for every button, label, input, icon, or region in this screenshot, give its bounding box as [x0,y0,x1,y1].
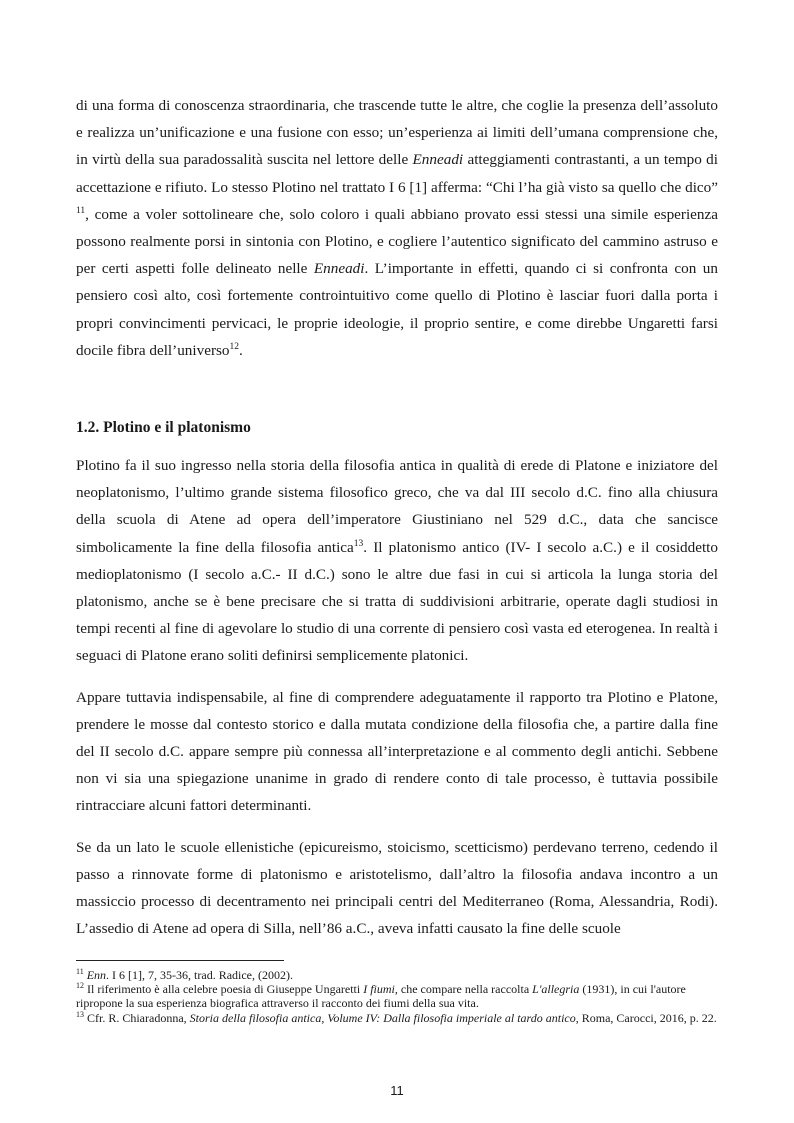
footnote-text: , che compare nella raccolta [394,982,533,997]
paragraph-1-text-e: . [239,341,243,359]
section-heading: 1.2. Plotino e il platonismo [76,419,251,437]
paragraph-1-text-c: , come a voler sottolineare che, solo coloro i quali abbiano provato essi stessi una simile esperienza possono realmente porsi in sintonia con Plotino, e cogliere l’autentico significato del cammino astruso e per certi aspetti folle delineato nelle [76,205,718,278]
footnote-ref-11[interactable]: 11 [76,205,86,216]
footnote-ref-12[interactable]: 12 [229,341,240,352]
footnote-13 [76,1011,718,1025]
footnote-ref-13[interactable]: 13 [353,538,364,549]
footnote-11 [76,968,718,982]
page-body [76,92,718,956]
footnote-text: . I 6 [1], 7, 35-36, trad. Radice, (2002). [106,968,293,982]
footnote-italic: I fiumi [363,982,395,997]
footnotes-section [76,960,718,1025]
footnote-12 [76,982,718,1010]
footnote-number: 11 [76,967,84,976]
footnote-italic: L'allegria [532,982,580,997]
paragraph-4: Se da un lato le scuole ellenistiche (epicureismo, stoicismo, scetticismo) perdevano terreno, cedendo il passo a rinnovate forme di platonismo e aristotelismo, dall’altro la filosofia andava incontro a un massiccio processo di decentramento nei principali centri del Mediterraneo (Roma, Alessandria, Rodi). L’assedio di Atene ad opera di Silla, nell’86 a.C., aveva infatti causato la fine delle scuole [76,838,718,938]
page-number: 11 [390,1083,404,1098]
footnote-italic: Enn [86,968,107,982]
footnote-number: 13 [76,1009,84,1019]
footnote-number: 12 [76,981,84,991]
footnote-text: Il riferimento è alla celebre poesia di Giuseppe Ungaretti [87,982,364,997]
footnote-divider [76,960,284,961]
paragraph-1-text-a: di una forma di conoscenza straordinaria, che trascende tutte le altre, che coglie la presenza dell’assoluto e realizza un’unificazione e una fusione con esso; un’esperienza ai limiti dell’umana comprensione che, in virtù della sua paradossalità suscita nel lettore delle [76,97,718,169]
footnote-text: , Roma, Carocci, 2016, p. 22. [575,1010,717,1025]
paragraph-1 [76,92,718,364]
paragraph-2 [76,452,718,670]
paragraph-2-text-b: . Il platonismo antico (IV- I secolo a.C.) e il cosiddetto medioplatonismo (I secolo a.C.- II d.C.) sono le altre due fasi in cui si articola la lunga storia del platonismo, anche se è bene precisare che si tratta di suddivisioni arbitrarie, operate dagli studiosi in tempi recenti al fine di agevolare lo studio di una corrente di pensiero così vasta ed eterogenea. In realtà i seguaci di Platone erano soliti definirsi semplicemente platonici. [76,538,718,665]
paragraph-1-italic-enneadi-1: Enneadi [412,151,464,169]
paragraph-3: Appare tuttavia indispensabile, al fine di comprendere adeguatamente il rapporto tra Plotino e Platone, prendere le mosse dal contesto storico e dalla mutata condizione della filosofia che, a partire dalla fine del II secolo d.C. appare sempre più connessa all’interpretazione e al commento degli antichi. Sebbene non vi sia una spiegazione unanime in grado di rendere conto di tale processo, è tuttavia possibile rintracciare alcuni fattori determinanti. [76,688,718,815]
paragraph-1-italic-enneadi-2: Enneadi [313,260,365,278]
paragraph-2-text-a: Plotino fa il suo ingresso nella storia della filosofia antica in qualità di erede di Platone e iniziatore del neoplatonismo, l’ultimo grande sistema filosofico greco, che va dal III secolo d.C. fino alla chiusura della scuola di Atene ad opera dell’imperatore Giustiniano nel 529 d.C., data che sancisce simbolicamente la fine della filosofia antica [76,457,718,556]
paragraph-1-text-d: . L’importante in effetti, quando ci si confronta con un pensiero così alto, così fortemente controintuitivo come quello di Plotino è lasciar fuori dalla porta i propri convincimenti pervicaci, le proprie ideologie, il proprio sentire, e come direbbe Ungaretti farsi docile fibra dell’universo [76,260,718,359]
footnote-text: (1931), in cui l'autore ripropone la sua esperienza biografica attraverso il racconto dei fiumi della sua vita. [76,982,686,1011]
paragraph-1-text-b: atteggiamenti contrastanti, a un tempo di accettazione e rifiuto. Lo stesso Plotino nel trattato I 6 [1] afferma: “Chi l’ha già visto sa quello che dico” [76,151,718,196]
footnote-italic: Storia della filosofia antica, Volume IV: Dalla filosofia imperiale al tardo antico [189,1010,576,1025]
footnote-text: Cfr. R. Chiaradonna, [87,1010,190,1025]
